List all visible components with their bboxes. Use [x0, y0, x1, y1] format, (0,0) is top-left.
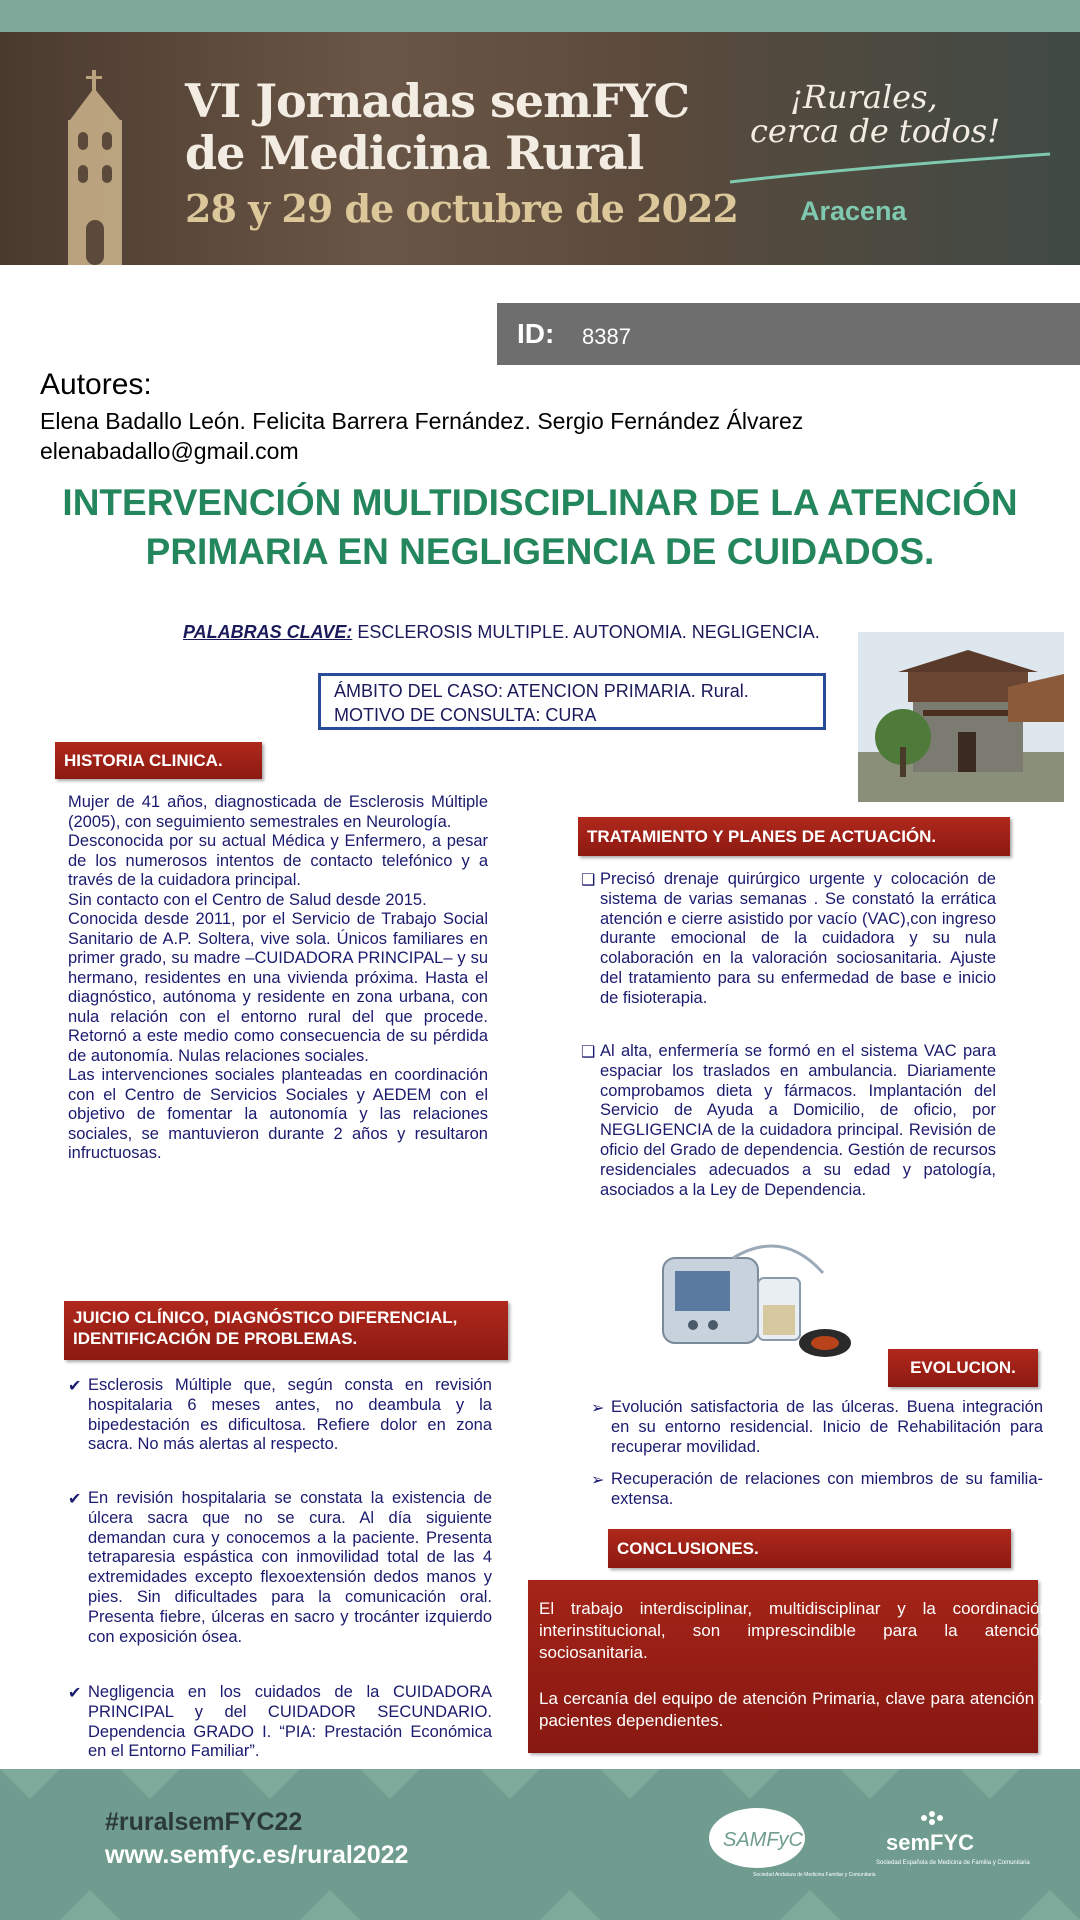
- juicio-item: En revisión hospitalaria se constata la existencia de úlcera sacra que no se cura. Al día siguiente demandan cura y conocemos a la paciente. Presenta tetraparesia espástica con inmovilidad total de las 4 extremidades excepto flexoextensión dedos manos y pies. Sin dificultades para la comunicación oral. Presenta fiebre, úlceras en sacro y trocánter izquierdo con exposición ósea.: [88, 1489, 492, 1646]
- authors-names: Elena Badallo León. Felicita Barrera Fernández. Sergio Fernández Álvarez: [40, 408, 804, 434]
- tratamiento-item: Al alta, enfermería se formó en el sistema VAC para espaciar los traslados en ambulancia. Diariamente comprobamos dieta y fármacos. Implantación del Servicio de Ayuda a Domicilio, de oficio, por NEGLIGENCIA de la cuidadora principal. Revisión de oficio del Grado de dependencia. Gestión de recursos residenciales adecuados a su edad y patología, asociados a la Ley de Dependencia.: [600, 1042, 996, 1199]
- juicio-heading: JUICIO CLÍNICO, DIAGNÓSTICO DIFERENCIAL, IDENTIFICACIÓN DE PROBLEMAS.: [64, 1301, 508, 1360]
- keywords-line: [183, 622, 820, 643]
- bell-tower-icon: [50, 70, 140, 265]
- footer-hashtag: #ruralsemFYC22: [105, 1808, 303, 1836]
- historia-paragraph: Sin contacto con el Centro de Salud desde 2015.: [68, 890, 427, 909]
- id-label: ID:: [517, 318, 555, 349]
- conclusion-paragraph-1: El trabajo interdisciplinar, multidisciplinar y la coordinación interinstitucional, son imprescindible para la atención sociosanitaria.: [539, 1599, 1049, 1662]
- id-value: 8387: [582, 324, 631, 349]
- samfyc-logo-text: SAMFyC: [723, 1829, 803, 1851]
- poster-title: INTERVENCIÓN MULTIDISCIPLINAR DE LA ATENCIÓN PRIMARIA EN NEGLIGENCIA DE CUIDADOS.: [62, 482, 1018, 572]
- banner-place: Aracena: [800, 196, 907, 226]
- banner-title-line1: VI Jornadas semFYC: [185, 74, 690, 128]
- banner-slogan-line1: ¡Rurales,: [790, 78, 938, 116]
- banner-slogan-line2: cerca de todos!: [750, 112, 1001, 150]
- checkmark-icon: ✔: [68, 1378, 82, 1395]
- banner-title-line2: de Medicina Rural: [185, 126, 644, 180]
- keywords-value: ESCLEROSIS MULTIPLE. AUTONOMIA. NEGLIGENCIA.: [352, 622, 820, 642]
- square-bullet-icon: ❑: [581, 1044, 596, 1061]
- historia-paragraph: Conocida desde 2011, por el Servicio de Trabajo Social Sanitario de A.P. Soltera, vive sola. Únicos familiares en primer grado, su madre –CUIDADORA PRINCIPAL– y su hermano, residentes en una vivienda próxima. Hasta el diagnóstico, autónoma y residente en zona urbana, con nula relación con el entorno rural del que procede. Retornó a este medio como consecuencia de su pérdida de autonomía. Nulas relaciones sociales.: [68, 910, 488, 1065]
- samfyc-logo-subtitle: Sociedad Andaluza de Medicina Familiar y Comunitaria: [753, 1872, 876, 1878]
- square-bullet-icon: ❑: [581, 872, 596, 889]
- ambito-line2: MOTIVO DE CONSULTA: CURA: [334, 705, 597, 725]
- rural-house-photo: [858, 632, 1064, 802]
- historia-paragraph: Las intervenciones sociales planteadas en coordinación con el Centro de Servicios Sociales y AEDEM con el objetivo de fomentar la autonomía y las relaciones sociales, se mantuvieron durante 2 años y resultaron infructuosas.: [68, 1066, 488, 1162]
- evolucion-item: Recuperación de relaciones con miembros de su familia-extensa.: [611, 1470, 1043, 1508]
- checkmark-icon: ✔: [68, 1491, 82, 1508]
- decorative-wave: [730, 150, 1050, 190]
- semfyc-logo: [872, 1806, 1030, 1876]
- juicio-item: Negligencia en los cuidados de la CUIDADORA PRINCIPAL y del CUIDADOR SECUNDARIO. Dependencia GRADO I. “PIA: Prestación Económica en el Entorno Familiar”.: [88, 1683, 492, 1761]
- conclusion-paragraph-2: La cercanía del equipo de atención Primaria, clave para atención a pacientes dependientes.: [539, 1689, 1049, 1730]
- juicio-item: Esclerosis Múltiple que, según consta en revisión hospitalaria 6 meses antes, no deambula y la bipedestación es dificultosa. Refiere dolor en zona sacra. No más alertas al respecto.: [88, 1376, 492, 1454]
- banner-top-strip: [0, 0, 1080, 32]
- ambito-line1: ÁMBITO DEL CASO: ATENCION PRIMARIA. Rural.: [334, 681, 749, 701]
- footer-url[interactable]: www.semfyc.es/rural2022: [105, 1841, 409, 1869]
- authors-label: Autores:: [40, 368, 152, 401]
- vac-device-photo: [653, 1233, 853, 1363]
- tratamiento-item: Precisó drenaje quirúrgico urgente y colocación de sistema de varias semanas . Se constató la errática atención e cierre asistido por vacío (VAC),con ingreso durante emocional de la cuidadora y su nula colaboración en la valoración sociosanitaria. Ajuste del tratamiento para su enfermedad de base e inicio de fisioterapia.: [600, 870, 996, 1007]
- keywords-label: PALABRAS CLAVE:: [183, 622, 353, 642]
- samfyc-logo: [705, 1800, 876, 1890]
- conclusiones-heading: CONCLUSIONES.: [608, 1529, 1011, 1568]
- evolucion-heading: EVOLUCION.: [888, 1349, 1038, 1387]
- semfyc-logo-subtitle: Sociedad Española de Medicina de Familia y Comunitaria: [876, 1860, 1030, 1866]
- semfyc-logo-text: semFYC: [886, 1830, 975, 1855]
- historia-paragraph: Desconocida por su actual Médica y Enfermero, a pesar de los numerosos intentos de contacto telefónico y a través de la cuidadora principal.: [68, 832, 488, 889]
- historia-paragraph: Mujer de 41 años, diagnosticada de Esclerosis Múltiple (2005), con seguimiento semestrales en Neurología.: [68, 793, 488, 831]
- authors-email: elenabadallo@gmail.com: [40, 438, 299, 464]
- arrow-bullet-icon: ➢: [591, 1472, 605, 1489]
- historia-heading: HISTORIA CLINICA.: [55, 742, 262, 779]
- evolucion-item: Evolución satisfactoria de las úlceras. Buena integración en su entorno residencial. Inicio de Rehabilitación para recuperar movilidad.: [611, 1398, 1043, 1456]
- tratamiento-heading: TRATAMIENTO Y PLANES DE ACTUACIÓN.: [578, 817, 1010, 856]
- arrow-bullet-icon: ➢: [591, 1400, 605, 1417]
- historia-text: [68, 793, 488, 1164]
- banner-date: 28 y 29 de octubre de 2022: [185, 186, 738, 231]
- checkmark-icon: ✔: [68, 1685, 82, 1702]
